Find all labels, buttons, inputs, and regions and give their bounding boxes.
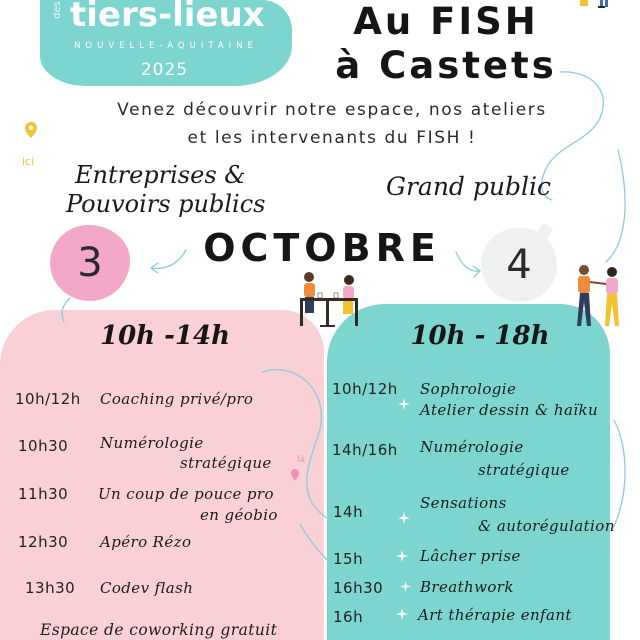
day3-slot2-activity: Numérologie bbox=[100, 434, 204, 452]
walking-couple-illustration bbox=[572, 262, 628, 332]
day4-slot6-activity: Art thérapie enfant bbox=[418, 606, 572, 624]
logo-name: tiers-lieux bbox=[70, 0, 265, 35]
event-title-line2: à Castets bbox=[335, 44, 557, 87]
day4-slot6-time: 16h bbox=[333, 608, 364, 626]
sparkle-icon bbox=[396, 550, 408, 562]
map-pin-icon bbox=[24, 121, 38, 139]
there-marker-label: là bbox=[297, 455, 306, 465]
people-at-table-illustration bbox=[296, 268, 362, 330]
day4-slot2-activity: Numérologie bbox=[420, 438, 524, 456]
partial-figure-illustration bbox=[574, 0, 614, 10]
day3-slot1-time: 10h/12h bbox=[15, 390, 81, 408]
day4-slot3-activity: Sensations bbox=[420, 494, 507, 512]
day3-badge bbox=[50, 225, 130, 301]
month-heading: OCTOBRE bbox=[203, 226, 441, 270]
sparkle-icon bbox=[400, 581, 411, 592]
day4-slot3-activity-cont: & autorégulation bbox=[478, 517, 615, 535]
logo-region: NOUVELLE-AQUITAINE bbox=[74, 41, 258, 51]
day4-slot5-time: 16h30 bbox=[333, 579, 384, 597]
day3-slot2-time: 10h30 bbox=[18, 437, 69, 455]
logo-prefix: des bbox=[52, 1, 63, 19]
sparkle-icon bbox=[398, 512, 410, 524]
day3-slot4-activity: Apéro Rézo bbox=[100, 533, 192, 551]
day4-number: 4 bbox=[506, 242, 532, 288]
day3-slot4-time: 12h30 bbox=[18, 533, 69, 551]
day4-slot4-time: 15h bbox=[333, 550, 364, 568]
sparkle-icon bbox=[398, 398, 410, 410]
day3-hours: 10h -14h bbox=[99, 321, 230, 351]
intro-line2: et les intervenants du FISH ! bbox=[187, 128, 477, 148]
day4-slot1-time: 10h/12h bbox=[332, 380, 398, 398]
day4-hours: 10h - 18h bbox=[410, 321, 550, 351]
day4-slot5-activity: Breathwork bbox=[420, 578, 514, 596]
map-pin-icon bbox=[290, 468, 300, 482]
day4-slot2-time: 14h/16h bbox=[332, 441, 398, 459]
event-title-line1: Au FISH bbox=[353, 0, 539, 43]
tiers-lieux-logo bbox=[40, 0, 292, 86]
day3-slot5-activity: Codev flash bbox=[100, 579, 194, 597]
day3-slot1-activity: Coaching privé/pro bbox=[100, 390, 254, 408]
day4-badge bbox=[481, 228, 557, 302]
day3-slot2-activity-cont: stratégique bbox=[180, 454, 272, 472]
here-marker-label: ici bbox=[22, 155, 35, 168]
day3-slot3-activity: Un coup de pouce pro bbox=[98, 485, 274, 503]
day3-slot3-activity-cont: en géobio bbox=[200, 506, 278, 524]
day3-audience-line2: Pouvoirs publics bbox=[66, 190, 266, 218]
day4-slot1-activity-2: Atelier dessin & haïku bbox=[420, 401, 599, 419]
intro-line1: Venez découvrir notre espace, nos ateliers bbox=[117, 100, 547, 120]
day4-slot2-activity-cont: stratégique bbox=[478, 461, 570, 479]
day3-slot5-time: 13h30 bbox=[25, 579, 76, 597]
day3-slot3-time: 11h30 bbox=[18, 485, 69, 503]
day4-slot1-activity: Sophrologie bbox=[420, 380, 517, 398]
day4-slot4-activity: Lâcher prise bbox=[420, 547, 521, 565]
day3-footer-note: Espace de coworking gratuit bbox=[40, 621, 278, 639]
day4-audience: Grand public bbox=[386, 172, 551, 201]
logo-year: 2025 bbox=[140, 60, 189, 80]
day3-number: 3 bbox=[77, 240, 103, 286]
day3-audience-line1: Entreprises & bbox=[75, 161, 246, 189]
sparkle-icon bbox=[396, 608, 408, 620]
day4-slot3-time: 14h bbox=[333, 503, 364, 521]
